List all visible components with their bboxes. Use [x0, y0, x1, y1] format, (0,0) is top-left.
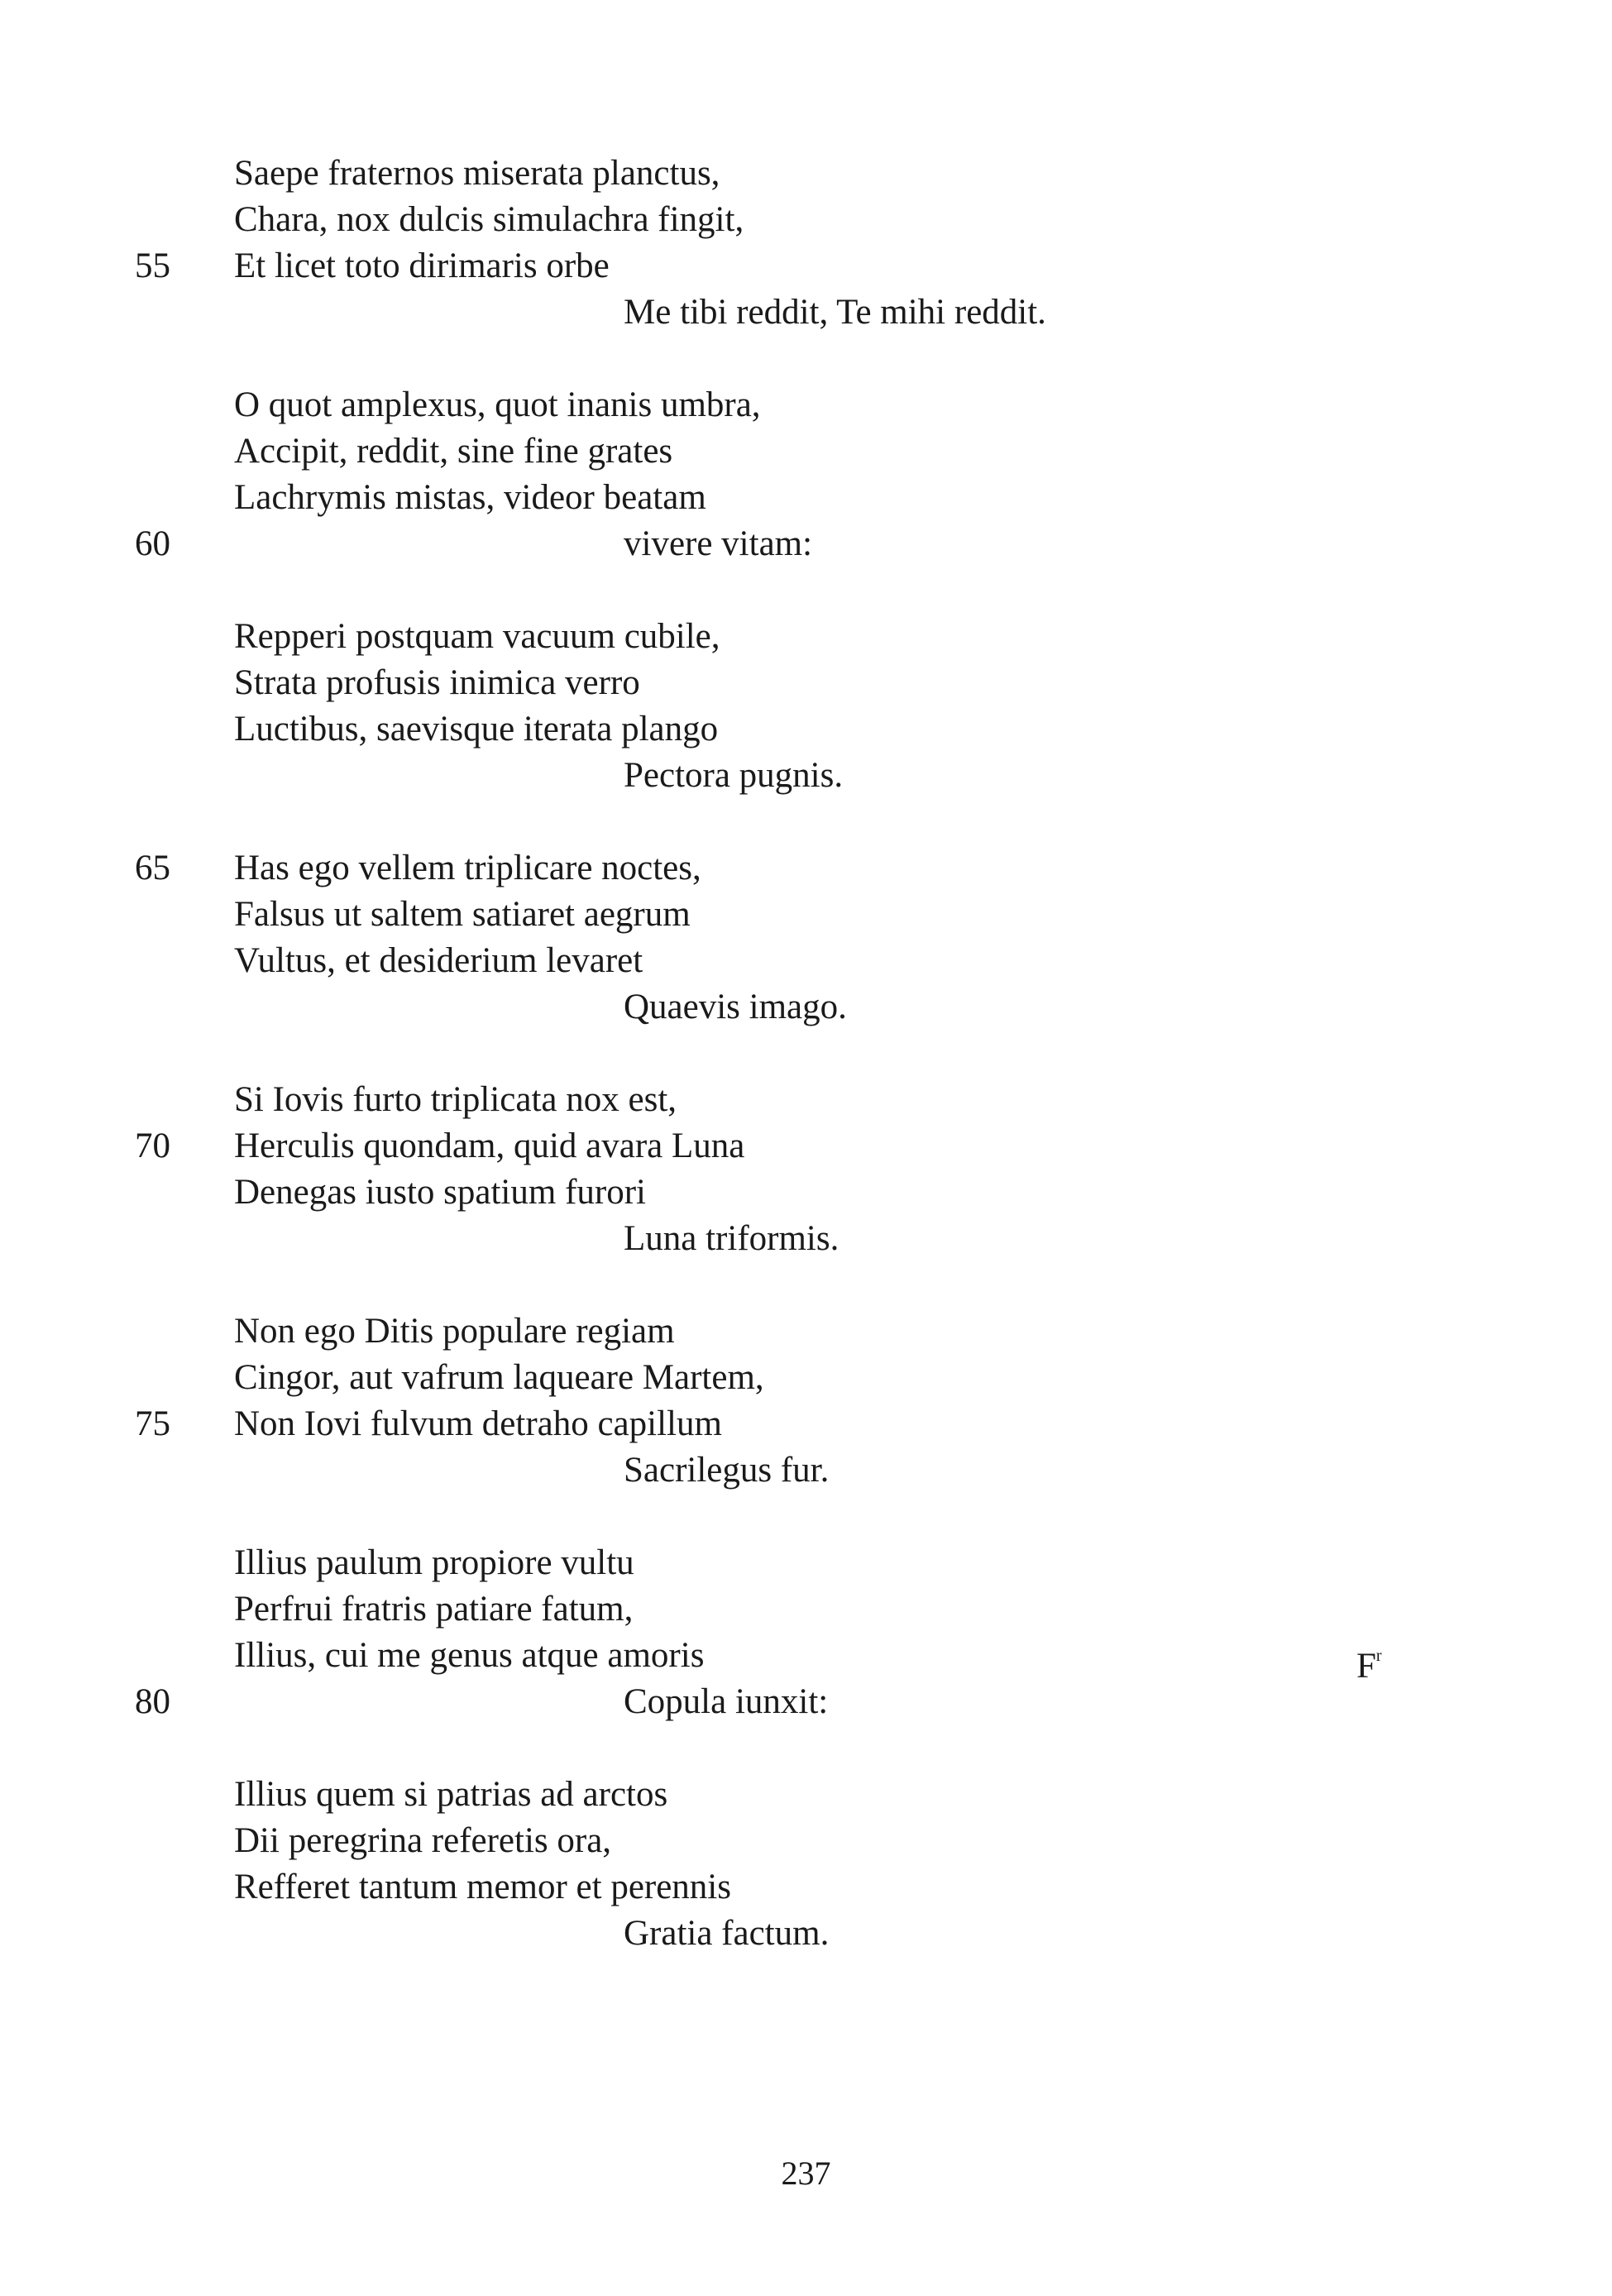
line-number: 55 [135, 246, 170, 285]
verse-line: Luctibus, saevisque iterata plango [234, 710, 719, 749]
verse-line: Illius paulum propiore vultu [234, 1543, 634, 1582]
verse-line: Chara, nox dulcis simulachra fingit, [234, 200, 744, 239]
line-number: 70 [135, 1126, 170, 1165]
verse-line: Refferet tantum memor et perennis [234, 1868, 731, 1906]
verse-line: Saepe fraternos miserata planctus, [234, 154, 720, 193]
verse-line: Illius quem si patrias ad arctos [234, 1775, 668, 1814]
verse-line: Non ego Ditis populare regiam [234, 1312, 675, 1351]
verse-line: Has ego vellem triplicare noctes, [234, 849, 701, 887]
page-number: 237 [781, 2155, 831, 2192]
verse-line: Non Iovi fulvum detraho capillum [234, 1404, 722, 1443]
adonic-line: Gratia factum. [624, 1914, 830, 1953]
verse-line: Perfrui fratris patiare fatum, [234, 1590, 634, 1629]
sigil-superscript: r [1375, 1647, 1382, 1665]
line-number: 80 [135, 1682, 170, 1721]
line-number: 75 [135, 1404, 170, 1443]
verse-line: Strata profusis inimica verro [234, 663, 640, 702]
verse-line: Denegas iusto spatium furori [234, 1173, 646, 1212]
adonic-line: Copula iunxit: [624, 1682, 829, 1721]
adonic-line: vivere vitam: [624, 524, 813, 563]
adonic-line: Pectora pugnis. [624, 756, 844, 795]
verse-line: Et licet toto dirimaris orbe [234, 246, 610, 285]
verse-line: Falsus ut saltem satiaret aegrum [234, 895, 691, 934]
verse-line: Si Iovis furto triplicata nox est, [234, 1080, 677, 1119]
verse-line: Lachrymis mistas, videor beatam [234, 478, 706, 517]
line-number: 65 [135, 849, 170, 887]
adonic-line: Sacrilegus fur. [624, 1451, 830, 1490]
line-number: 60 [135, 524, 170, 563]
verse-line: Accipit, reddit, sine fine grates [234, 432, 673, 471]
marginal-sigil [1356, 1633, 1382, 1690]
verse-line: Cingor, aut vafrum laqueare Martem, [234, 1358, 764, 1397]
verse-line: Herculis quondam, quid avara Luna [234, 1126, 745, 1165]
verse-line: O quot amplexus, quot inanis umbra, [234, 385, 761, 424]
verse-line: Dii peregrina referetis ora, [234, 1821, 612, 1860]
adonic-line: Me tibi reddit, Te mihi reddit. [624, 293, 1046, 332]
verse-line: Repperi postquam vacuum cubile, [234, 617, 720, 656]
sigil-letter: F [1356, 1647, 1376, 1686]
adonic-line: Luna triformis. [624, 1219, 839, 1258]
verse-line: Vultus, et desiderium levaret [234, 941, 643, 980]
verse-line: Illius, cui me genus atque amoris [234, 1636, 705, 1675]
adonic-line: Quaevis imago. [624, 988, 847, 1026]
